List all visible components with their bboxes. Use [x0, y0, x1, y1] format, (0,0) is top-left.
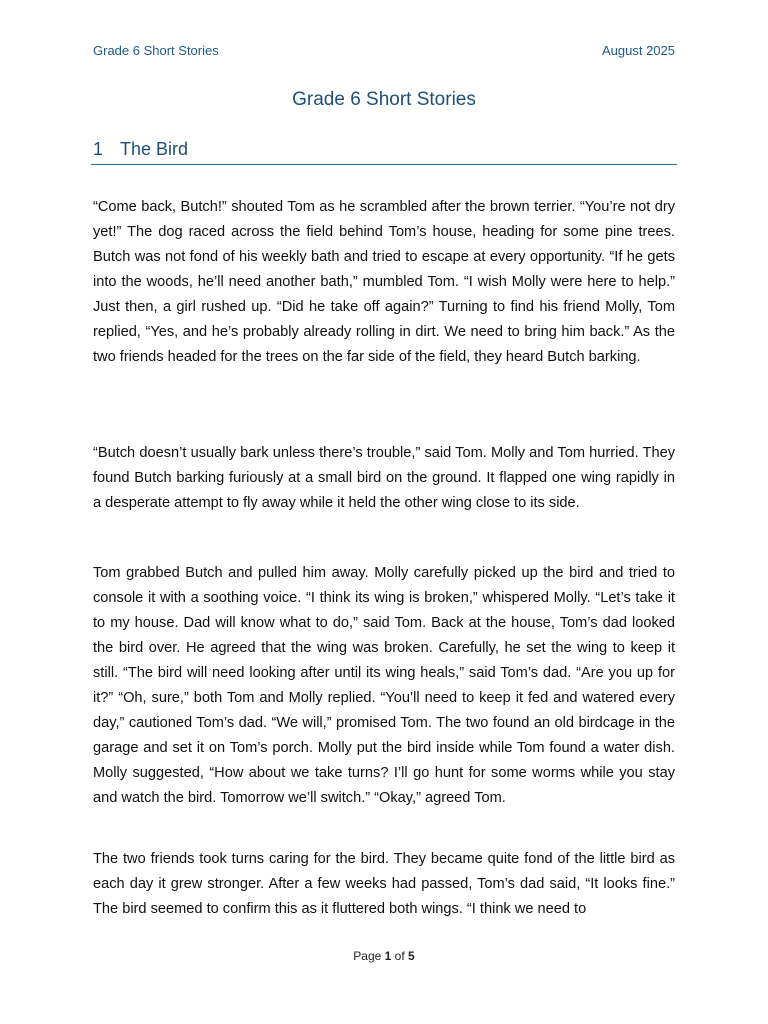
section-title: The Bird [120, 139, 189, 159]
page-footer [0, 949, 768, 963]
section-number: 1 [93, 139, 104, 159]
story-paragraph-2 [93, 441, 675, 516]
section-heading [91, 139, 677, 165]
header-date: August 2025 [601, 43, 675, 58]
story-paragraph-3 [93, 561, 675, 811]
current-page-number: 1 [384, 949, 392, 963]
story-paragraph-1 [93, 195, 675, 370]
story-paragraph-4 [93, 847, 675, 922]
page-label: Page [353, 949, 382, 963]
paragraph-text: Tom grabbed Butch and pulled him away. Molly carefully picked up the bird and tried to console it with a soothing voice. “I think its wing is broken,” whispered Molly. “Let’s take it to my house. Dad will know what to do,” said Tom. Back at the house, Tom’s dad looked the bird over. He agreed that the wing was broken. Carefully, he set the wing to keep it still. “The bird will need looking after until its wing heals,” said Tom’s dad. “Are you up for it?” “Oh, sure,” both Tom and Molly replied. “You’ll need to keep it fed and watered every day,” cautioned Tom’s dad. “We will,” promised Tom. The two found an old birdcage in the garage and set it on Tom’s porch. Molly put the bird inside while Tom found a water dish. Molly suggested, “How about we take turns? I’ll go hunt for some worms while you stay and watch the bird. Tomorrow we’ll switch.” “Okay,” agreed Tom. [93, 565, 675, 806]
page-of-label: of [394, 949, 405, 963]
paragraph-text: The two friends took turns caring for the bird. They became quite fond of the little bird as each day it grew stronger. After a few weeks had passed, Tom’s dad said, “It looks fine.” The bird seemed to confirm this as it fluttered both wings. “I think we need to [93, 851, 675, 917]
page-header [93, 43, 675, 58]
document-title: Grade 6 Short Stories [292, 89, 476, 110]
header-left-title: Grade 6 Short Stories [93, 43, 219, 58]
total-page-count: 5 [408, 949, 415, 963]
paragraph-text: “Butch doesn’t usually bark unless there’s trouble,” said Tom. Molly and Tom hurried. They found Butch barking furiously at a small bird on the ground. It flapped one wing rapidly in a desperate attempt to fly away while it held the other wing close to its side. [93, 445, 675, 511]
paragraph-text: “Come back, Butch!” shouted Tom as he scrambled after the brown terrier. “You’re not dry yet!” The dog raced across the field behind Tom’s house, heading for some pine trees. Butch was not fond of his weekly bath and tried to escape at every opportunity. “If he gets into the woods, he’ll need another bath,” mumbled Tom. “I wish Molly were here to help.” Just then, a girl rushed up. “Did he take off again?” Turning to find his friend Molly, Tom replied, “Yes, and he’s probably already rolling in dirt. We need to bring him back.” As the two friends headed for the trees on the far side of the field, they heard Butch barking. [93, 199, 675, 365]
